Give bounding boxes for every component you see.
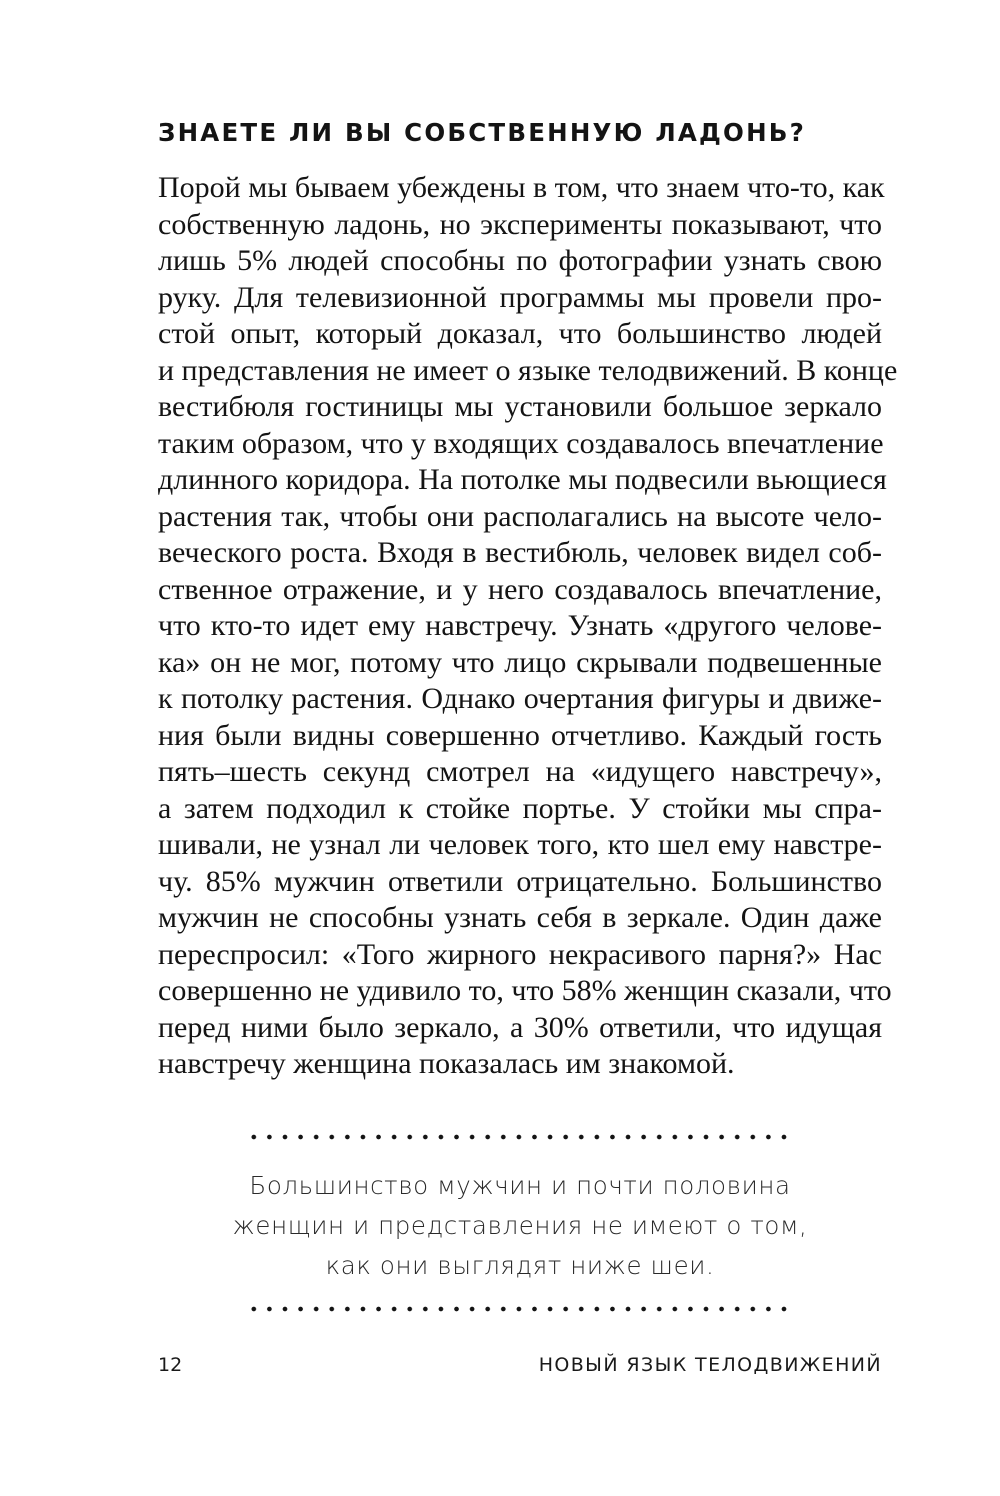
body-line: шивали, не узнал ли человек того, кто шел ему навстре- (158, 828, 882, 861)
body-line: пять–шесть секунд смотрел на «идущего навстречу», (158, 755, 882, 788)
body-line: веческого роста. Входя в вестибюль, человек видел соб- (158, 536, 882, 569)
page-footer (158, 1350, 882, 1380)
body-line: стой опыт, который доказал, что большинство людей (158, 317, 882, 350)
body-line: вестибюля гостиницы мы установили большое зеркало (158, 390, 882, 423)
body-line: и представления не имеет о языке телодвижений. В конце (158, 353, 898, 387)
body-line: ственное отражение, и у него создавалось впечатление, (158, 572, 882, 606)
body-line: руку. Для телевизионной программы мы провели про- (158, 280, 882, 314)
body-line: чу. 85% мужчин ответили отрицательно. Большинство (158, 864, 882, 898)
body-line: совершенно не удивило то, что 58% женщин сказали, что (158, 974, 892, 1007)
dotted-divider-bottom (246, 1306, 794, 1312)
body-line: мужчин не способны узнать себя в зеркале. Один даже (158, 901, 882, 934)
body-line: что кто-то идет ему навстречу. Узнать «другого челове- (158, 609, 882, 642)
body-line: растения так, чтобы они располагались на высоте чело- (158, 499, 882, 533)
body-line: Порой мы бываем убеждены в том, что знаем что-то, как (158, 171, 885, 204)
page-number: 12 (158, 1354, 183, 1376)
running-title: НОВЫЙ ЯЗЫК ТЕЛОДВИЖЕНИЙ (538, 1354, 882, 1376)
body-line: навстречу женщина показалась им знакомой. (158, 1047, 735, 1080)
body-line: а затем подходил к стойке портье. У стойки мы спра- (158, 791, 882, 825)
body-line: перед ними было зеркало, а 30% ответили, что идущая (158, 1010, 882, 1044)
body-paragraph (158, 170, 898, 1083)
body-line: ния были видны совершенно отчетливо. Каждый гость (158, 718, 882, 752)
body-line: ка» он не мог, потому что лицо скрывали подвешенные (158, 645, 882, 679)
pull-quote-line: как они выглядят ниже шеи. (325, 1251, 715, 1280)
body-line: таким образом, что у входящих создавалось впечатление (158, 426, 884, 460)
body-line: переспросил: «Того жирного некрасивого парня?» Нас (158, 937, 882, 971)
pull-quote-line: Большинство мужчин и почти половина (249, 1171, 791, 1200)
pull-quote (198, 1166, 842, 1286)
dotted-divider-top (246, 1134, 794, 1140)
pull-quote-line: женщин и представления не имеют о том, (232, 1211, 808, 1240)
body-line: длинного коридора. На потолке мы подвесили вьющиеся (158, 463, 887, 496)
body-line: собственную ладонь, но эксперименты показывают, что (158, 207, 882, 241)
body-line: лишь 5% людей способны по фотографии узнать свою (158, 244, 882, 277)
book-page (158, 0, 898, 1496)
section-heading: ЗНАЕТЕ ЛИ ВЫ СОБСТВЕННУЮ ЛАДОНЬ? (158, 118, 807, 147)
body-line: к потолку растения. Однако очертания фигуры и движе- (158, 682, 882, 715)
